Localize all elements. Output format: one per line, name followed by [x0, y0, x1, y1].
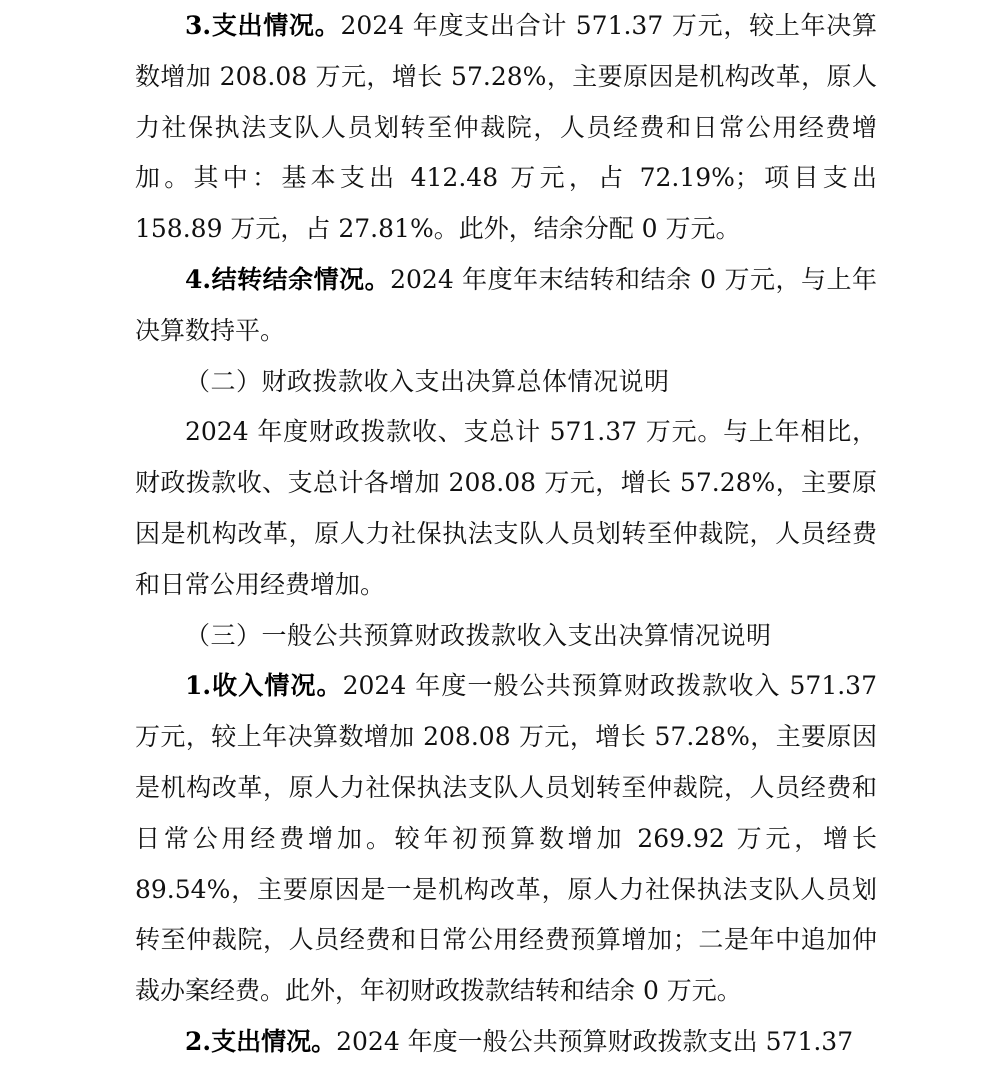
- paragraph-fiscal-overview: [135, 407, 877, 610]
- paragraph-lead: 3.支出情况。: [185, 11, 341, 40]
- paragraph-lead: 2.支出情况。: [185, 1026, 337, 1056]
- paragraph-text: 2024 年度年末结转和结余 0 万元，与上年决算数持平。: [135, 264, 877, 345]
- paragraph-carryover-summary: [135, 255, 877, 357]
- paragraph-lead: 4.结转结余情况。: [185, 264, 391, 294]
- paragraph-text: 2024 年度一般公共预算财政拨款收入 571.37 万元，较上年决算数增加 208.08 万元，增长 57.28%，主要原因是机构改革，原人力社保执法支队人员划转至仲裁院，人员经费和日常公用经费增加。较年初预算数增加 269.92 万元，增长 89.54%，主要原因是一是机构改革，原人力社保执法支队人员划转至仲裁院，人员经费和日常公用经费预算增加；二是年中追加仲裁办案经费。此外，年初财政拨款结转和结余 0 万元。: [135, 671, 877, 1006]
- section-heading-fiscal-overview: （二）财政拨款收入支出决算总体情况说明: [185, 366, 670, 396]
- paragraph-lead: 1.收入情况。: [185, 671, 343, 701]
- paragraph-expenditure: [135, 1017, 877, 1068]
- paragraph-text: 2024 年度一般公共预算财政拨款支出 571.37: [336, 1026, 854, 1056]
- document-page: [135, 0, 877, 1068]
- paragraph-expenditure-summary: [135, 1, 877, 255]
- paragraph-income: [135, 661, 877, 1017]
- paragraph-text: 2024 年度支出合计 571.37 万元，较上年决算数增加 208.08 万元，增长 57.28%，主要原因是机构改革，原人力社保执法支队人员划转至仲裁院，人员经费和日常公用经费增加。其中：基本支出 412.48 万元，占 72.19%；项目支出 158.89 万元，占 27.81%。此外，结余分配 0 万元。: [135, 11, 877, 244]
- section-heading-general-budget: （三）一般公共预算财政拨款收入支出决算情况说明: [185, 620, 772, 650]
- paragraph-text: 2024 年度财政拨款收、支总计 571.37 万元。与上年相比，财政拨款收、支总计各增加 208.08 万元，增长 57.28%，主要原因是机构改革，原人力社保执法支队人员划转至仲裁院，人员经费和日常公用经费增加。: [135, 417, 877, 599]
